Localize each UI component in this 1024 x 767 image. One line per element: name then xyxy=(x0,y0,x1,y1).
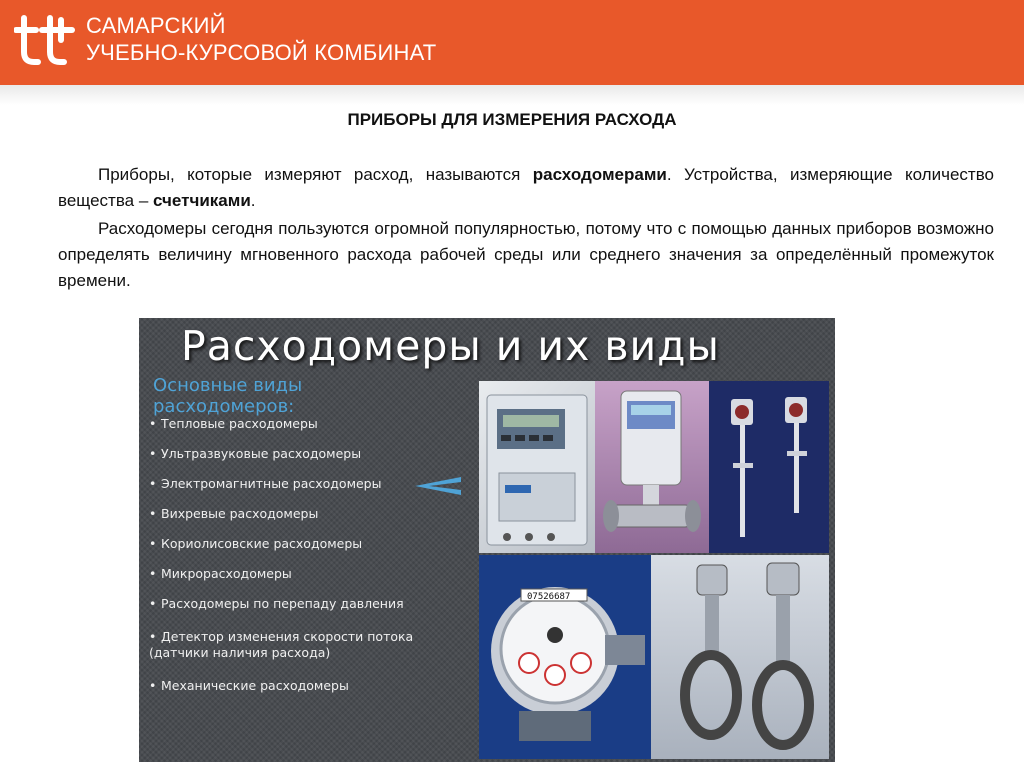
list-item: • Расходомеры по перепаду давления xyxy=(149,596,404,611)
flowmeter-types-slide xyxy=(139,318,835,762)
p1-text-c: . Устройства, измеряющие количество вещества – xyxy=(58,165,994,210)
header-bar xyxy=(0,0,1024,85)
brand-name xyxy=(86,12,436,66)
p1-text-a: Приборы, которые измеряют расход, называются xyxy=(98,165,533,184)
list-item: • Кориолисовские расходомеры xyxy=(149,536,363,551)
p1-term-counters: счетчиками xyxy=(153,191,251,210)
brand-line-2: УЧЕБНО-КУРСОВОЙ КОМБИНАТ xyxy=(86,40,437,65)
thermal-flowmeter-photo xyxy=(709,381,829,553)
vortex-flowmeter-photo xyxy=(651,555,829,759)
company-logo-icon xyxy=(14,12,76,70)
mechanical-water-meter-photo xyxy=(479,555,651,759)
electromagnetic-flowmeter-photo xyxy=(595,381,709,553)
page-title: ПРИБОРЫ ДЛЯ ИЗМЕРЕНИЯ РАСХОДА xyxy=(347,110,677,129)
paragraph-1 xyxy=(58,162,994,214)
ultrasonic-flowmeter-photo xyxy=(479,381,595,553)
list-item: • Детектор изменения скорости потока (датчики наличия расхода) xyxy=(149,629,414,660)
slide-title: Расходомеры и их виды xyxy=(181,322,720,370)
slide-subtitle: Основные виды расходомеров: xyxy=(153,375,303,417)
p2-text: Расходомеры сегодня пользуются огромной популярностью, потому что с помощью данных приборов возможно определять величину мгновенного расхода рабочей среды или среднего значения за определённый промежуток времени. xyxy=(58,219,994,290)
pointer-arrow-icon xyxy=(411,473,463,499)
list-item: • Микрорасходомеры xyxy=(149,566,292,581)
list-item: • Тепловые расходомеры xyxy=(149,416,318,431)
paragraph-2 xyxy=(58,216,994,294)
list-item: • Механические расходомеры xyxy=(149,678,349,693)
brand-line-1: САМАРСКИЙ xyxy=(86,13,226,38)
list-item: • Ультразвуковые расходомеры xyxy=(149,446,362,461)
meter-digits: 07526687 xyxy=(527,592,571,602)
header-shadow xyxy=(0,85,1024,105)
list-item: • Электромагнитные расходомеры xyxy=(149,476,382,491)
p1-term-flowmeters: расходомерами xyxy=(532,165,667,184)
list-item: • Вихревые расходомеры xyxy=(149,506,319,521)
p1-text-e: . xyxy=(250,191,256,210)
